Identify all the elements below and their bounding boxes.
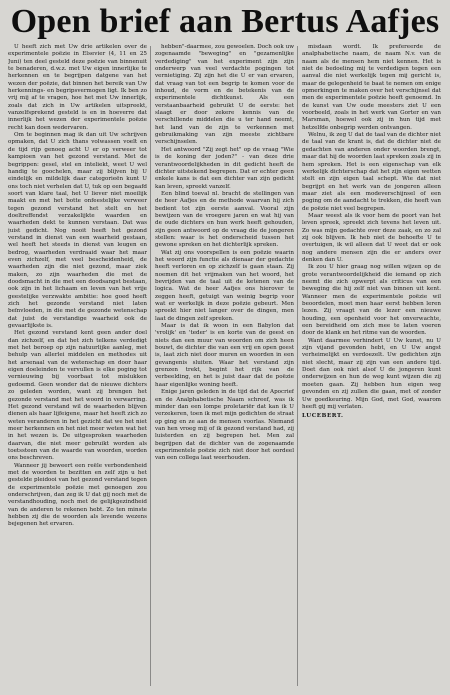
- column-2: [155, 44, 294, 690]
- column-1: [8, 44, 147, 690]
- article-body: [8, 44, 444, 690]
- paragraph: hebben"-daarmee, zou gewoelen. Doch ook uw zogenaamde "beweging" en "gezamenlijke verdediging" van het experiment zijn zijn onderwerp van veel verdachte pogingen tot vernietiging. Zij zijn het die U er van ervaren, dat vraag van tot een begrip te komen voor de inhoud, de vorm en de betekenis van de experimentele dichtkunst. Als een verstaanbaarheid gebruikt U de eerste: het slaagt er door zekere kennis van de verschillende middelen die u ter hand neemt, het land van de zijn te verkennen met gebruikmaking van zijn meeste zichtbare verschijnselen.: [155, 44, 294, 146]
- paragraph: Een blind toeval nl. bracht de stellingen van de heer Aafjes en de methode waarvan hij zich bedient tot zijn eerste aanval. Vooral zijn bewijzen van de vroegere jaren en wat hij van de oude dichters en hun werk heeft gehouden, zijn geen antwoord op de vraag die de jongeren stellen: waar is het onderscheid tussen het gewone spreken en het dichterlijk spreken.: [155, 190, 294, 249]
- paragraph: Wanneer jij beweert een reële verbondenheid met de woorden te bezitten en zelf zijn u het gestelde pleidooi van het gezond verstand tegen de experimentele poëzie met genoegen zou onderschrijven, dan zeg ik U dat gij noch met de verstandhouding, noch met de gelijkgezindheid van de anderen te rekenen hebt. Zo ten minste hebben zij die de woorden als levende wezens bejegenen het ervaren.: [8, 462, 147, 528]
- paragraph: U heeft zich met Uw drie artikelen over de experimentele poëzie in Elsevier (4, 11 en 25 Juni) ten deel gesteld deze poëzie van binnenuit te benaderen, d.w.z. met Uw eigen innerlijke te herkennen en te begrijpen datgene van het wezen der poëzie, dat binnen het bereik van Uw herkennings- en begripsvermogen ligt. Ik ben zo vrij mij af te vragen, hoe het met Uw innerlijk, zoals dat zich in Uw artikelen uitspreekt, vanzelfsprekend gesteld is en in hoeverre dat innerlijk het wezen der experimentele poëzie recht kan doen wedervaren.: [8, 44, 147, 131]
- headline: Open brief aan Bertus Aafjes: [10, 3, 440, 40]
- paragraph: Om te beginnen mag ik dan uit Uw schrijven opmaken, dat U zich thans volwassen voelt en de tijd rijp genoeg acht U er op verweer tot kampioen van het gezond verstand. Met de begrippen: gesel, stel en inteliekt, weet U wel handig te goochelen, maar zij blijven bij U eindelijk en mildelijk daar categorieën kunt U ons toch niet verhelen dat U, tuk op een begaafd soort van klare taal, het U liever niet moeilijk maakt en met het botte onfeestelijke verweer tegen gezond verstand het stelt en het doeltreffendst verzakelijkte waarden en waarheden dekt te kunnen verstaan. Dat was juist gedicht. Nog nooit heeft het gezond verstand in dienst van een waarheid gestaan, wel heeft het steeds in dienst van leugen en bedrog, waarheden verdraaid waar het maar even zichzelf, met veel bescheidenheid, de waarheden zijn die niet gezond, maar ziek maken, zo zijn waarheden die met de doodsmacht in die met een doodsangst bestaan, ook zijn in het lichaam en leven van het vrije geestelijke verzwakte ambitie: hoe goed heeft zich het gezonde verstand niet laten beïnvloeden, in die met de gezonde wetenschap dat juist de verstandige waarheid ook de gevaarlijkste is.: [8, 132, 147, 330]
- paragraph: Maar is dat ik woon in een Babylon dat 'vrolijk' en 'teder' is en korte van de geest en niets dan een muur van woorden om zich heen bouwt, de dichter die van een vrij en open geest is, laat zich niet door muren en woorden in een gevangenis sluiten. Waar het verstand zijn grenzen trekt, begint het rijk van de verbeelding, en het is juist daar dat de poëzie haar eigenlijke woning heeft.: [155, 323, 294, 388]
- column-3: [302, 44, 441, 690]
- paragraph: Het antwoord "Zij zegt het" op de vraag "Wie is de koning der joden?" - van deze drie verantwoordelijkheden in dit gedicht heeft de dichter uitstekend begrepen. Dat er echter geen enkele kans is dat een dichter van zijn gedicht kan leven, spreekt vanzelf.: [155, 146, 294, 190]
- column-divider: [297, 46, 298, 686]
- paragraph: Maar weest als ik voor hem de poort van het leven spreek, spreekt zich tevens het leven uit. Zo was mijn gedachte over deze zaak, en zo zal zij ook blijven. Ik heb niet de behoefte U te overtuigen, ik wil alleen dat U weet dat er ook nog andere mensen zijn die er anders over denken dan U.: [302, 212, 441, 263]
- paragraph: misdaan wordt. Ik prefereerde de analphabetische naam, de naam N.v. van de naam als de mensen hem niet kennen. Het is niet de bedoeling mij te verdedigen tegen een aanval die niet werkelijk tegen mij gericht is, maar de gelegenheid te baat te nemen om enige opmerkingen te maken over het verschijnsel dat men de experimentele poëzie heeft genoemd. In de kunst van Uw oude meesters ziet U een voorbeeld, zoals in het werk van Gorter en van Marsman, hoewel ook zij in hun tijd met hetzelfde onbegrip werden ontvangen.: [302, 44, 441, 131]
- paragraph: Enige jaren geleden in de tijd dat de Apocrief en de Analphabetische Naam schreef, was ik minder dan een lompe proletariër dat kan ik U verzekeren, toen ik met mijn gedichten de straat op ging en ze aan de mensen voorlas. Niemand van hen vroeg mij of ik gezond verstand had, zij luisterden en zij begrepen het. Men zal begrijpen dat de dichter van de zogenaamde experimentele poëzie zich niet door het oordeel van een collega laat weerhouden.: [155, 389, 294, 462]
- paragraph: Want daarmee verhindert U Uw kunst, nu U zijn vijand gevonden hebt, en U Uw angst verheimelijkt en verdoezelt. Uw gedichten zijn niet slecht, maar zij zijn van een andere tijd. Doet dan ook niet alsof U de jongeren kunt onderwijzen en hun de weg kunt wijzen die zij moeten gaan. Zij hebben hun eigen weg gevonden en zij zullen die gaan, met of zonder Uw goedkeuring. Mijn God, met God, waarom heeft gij mij verlaten.: [302, 337, 441, 410]
- paragraph: Ik zou U hier graag nog willen wijzen op de grote verantwoordelijkheid die iemand op zich neemt die zich opwerpt als criticus van een beweging die hij zelf niet van binnen uit kent. Wanneer men de experimentele poëzie wil beoordelen, moet men haar eerst hebben leren lezen. Zij vraagt van de lezer een nieuwe houding, een openheid voor het onverwachte, een bereidheid om zich mee te laten voeren door de klank en het ritme van de woorden.: [302, 264, 441, 337]
- paragraph: Welnu, ik zeg U dat de taal van de dichter niet de taal van de krant is, dat de dichter niet de gedachten van anderen onder woorden brengt, maar dat hij de woorden laat spreken zoals zij in hem spreken. Het is een eigenschap van elk werkelijk dichterschap dat het zijn eigen wetten stelt en zijn eigen taal schept. Wie dat niet begrijpt en het werk van de jongeren alleen maar ziet als een modeverschijnsel of een poging om de aandacht te trekken, die heeft van de poëzie niet veel begrepen.: [302, 132, 441, 212]
- column-divider: [150, 46, 151, 686]
- author-signature: LUCEBERT.: [302, 413, 344, 420]
- paragraph: Wat zij ons voorspellen is een poëzie waarin het woord zijn functie als dienaar der gedachte heeft verloren en op zichzelf is gaan staan. Zij noemen dit het vrijmaken van het woord, het bevrijden van de taal uit de ketenen van de logica. Wat de heer Aafjes ons hierover te zeggen heeft, getuigt van weinig begrip voor wat er werkelijk in deze poëzie gebeurt. Men spreekt hier niet langer over de dingen, men laat de dingen zelf spreken.: [155, 249, 294, 322]
- paragraph: Het gezond verstand kent geen ander doel dan zichzelf, en dat het zich telkens verdedigt met het beroep op zijn natuurlijke aanleg, met behulp van allerlei middelen en methodes uit het arsenaal van de wetenschap en door haar eigen doeleinden te vervullen is elke poging tot vernieuwing bij voorbaat tot mislukken gedoemd. Geen wonder dat de nieuwe dichters zo geleden worden, want zij brengen het gezonde verstand met het woord in verwarring. Het gezond verstand wil de waarheden blijven dienen als haar lijfeigene, maar het heeft zich zo weten veranderen in het gezicht dat we het niet meer herkennen en het niet meer weten wat het in het wezen is. De uitgesproken waarheden daarvan, die niet meer gebruikt worden als toetssteen van de waarde van woorden, worden ons beschreven.: [8, 330, 147, 462]
